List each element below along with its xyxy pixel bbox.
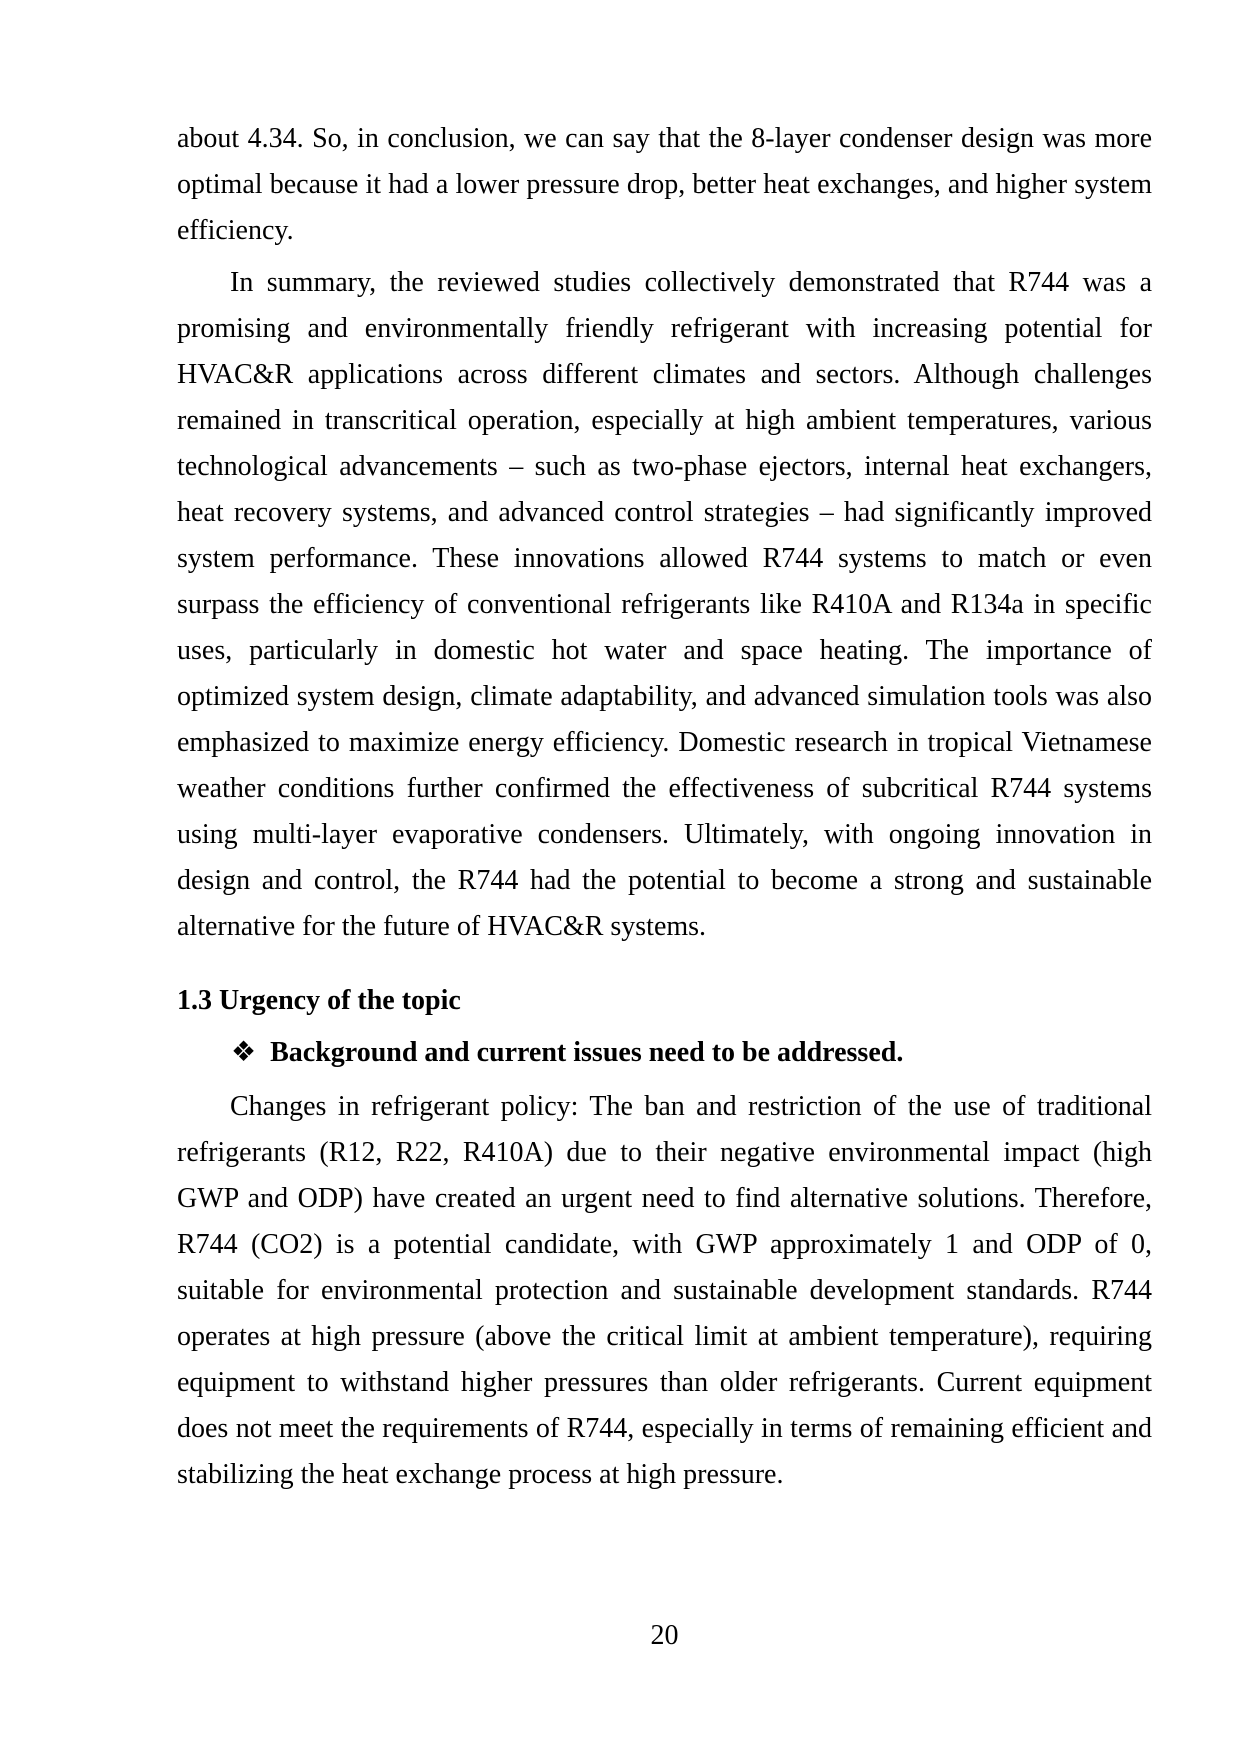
section-heading-urgency: 1.3 Urgency of the topic (177, 985, 461, 1016)
paragraph-summary: In summary, the reviewed studies collectively demonstrated that R744 was a promising and environmentally friendly refrigerant with increasing potential for HVAC&R applications across different climates and sectors. Although challenges remained in transcritical operation, especially at high ambient temperatures, various technological advancements – such as two-phase ejectors, internal heat exchangers, heat recovery systems, and advanced control strategies – had significantly improved system performance. These innovations allowed R744 systems to match or even surpass the efficiency of conventional refrigerants like R410A and R134a in specific uses, particularly in domestic hot water and space heating. The importance of optimized system design, climate adaptability, and advanced simulation tools was also emphasized to maximize energy efficiency. Domestic research in tropical Vietnamese weather conditions further confirmed the effectiveness of subcritical R744 systems using multi-layer evaporative condensers. Ultimately, with ongoing innovation in design and control, the R744 had the potential to become a strong and sustainable alternative for the future of HVAC&R systems. (177, 267, 1152, 942)
page-number: 20 (650, 1620, 679, 1651)
diamond-bullet-icon: ❖ (231, 1037, 257, 1068)
bullet-item-text: Background and current issues need to be addressed. (270, 1037, 904, 1068)
paragraph-refrigerant-policy: Changes in refrigerant policy: The ban and restriction of the use of traditional refrigerants (R12, R22, R410A) due to their negative environmental impact (high GWP and ODP) have created an urgent need to find alternative solutions. Therefore, R744 (CO2) is a potential candidate, with GWP approximately 1 and ODP of 0, suitable for environmental protection and sustainable development standards. R744 operates at high pressure (above the critical limit at ambient temperature), requiring equipment to withstand higher pressures than older refrigerants. Current equipment does not meet the requirements of R744, especially in terms of remaining efficient and stabilizing the heat exchange process at high pressure. (177, 1091, 1152, 1490)
page-content (177, 0, 1152, 1504)
paragraph-conclusion-continuation: about 4.34. So, in conclusion, we can say that the 8-layer condenser design was more optimal because it had a lower pressure drop, better heat exchanges, and higher system efficiency. (177, 123, 1152, 246)
bullet-item-background (177, 1030, 1152, 1076)
